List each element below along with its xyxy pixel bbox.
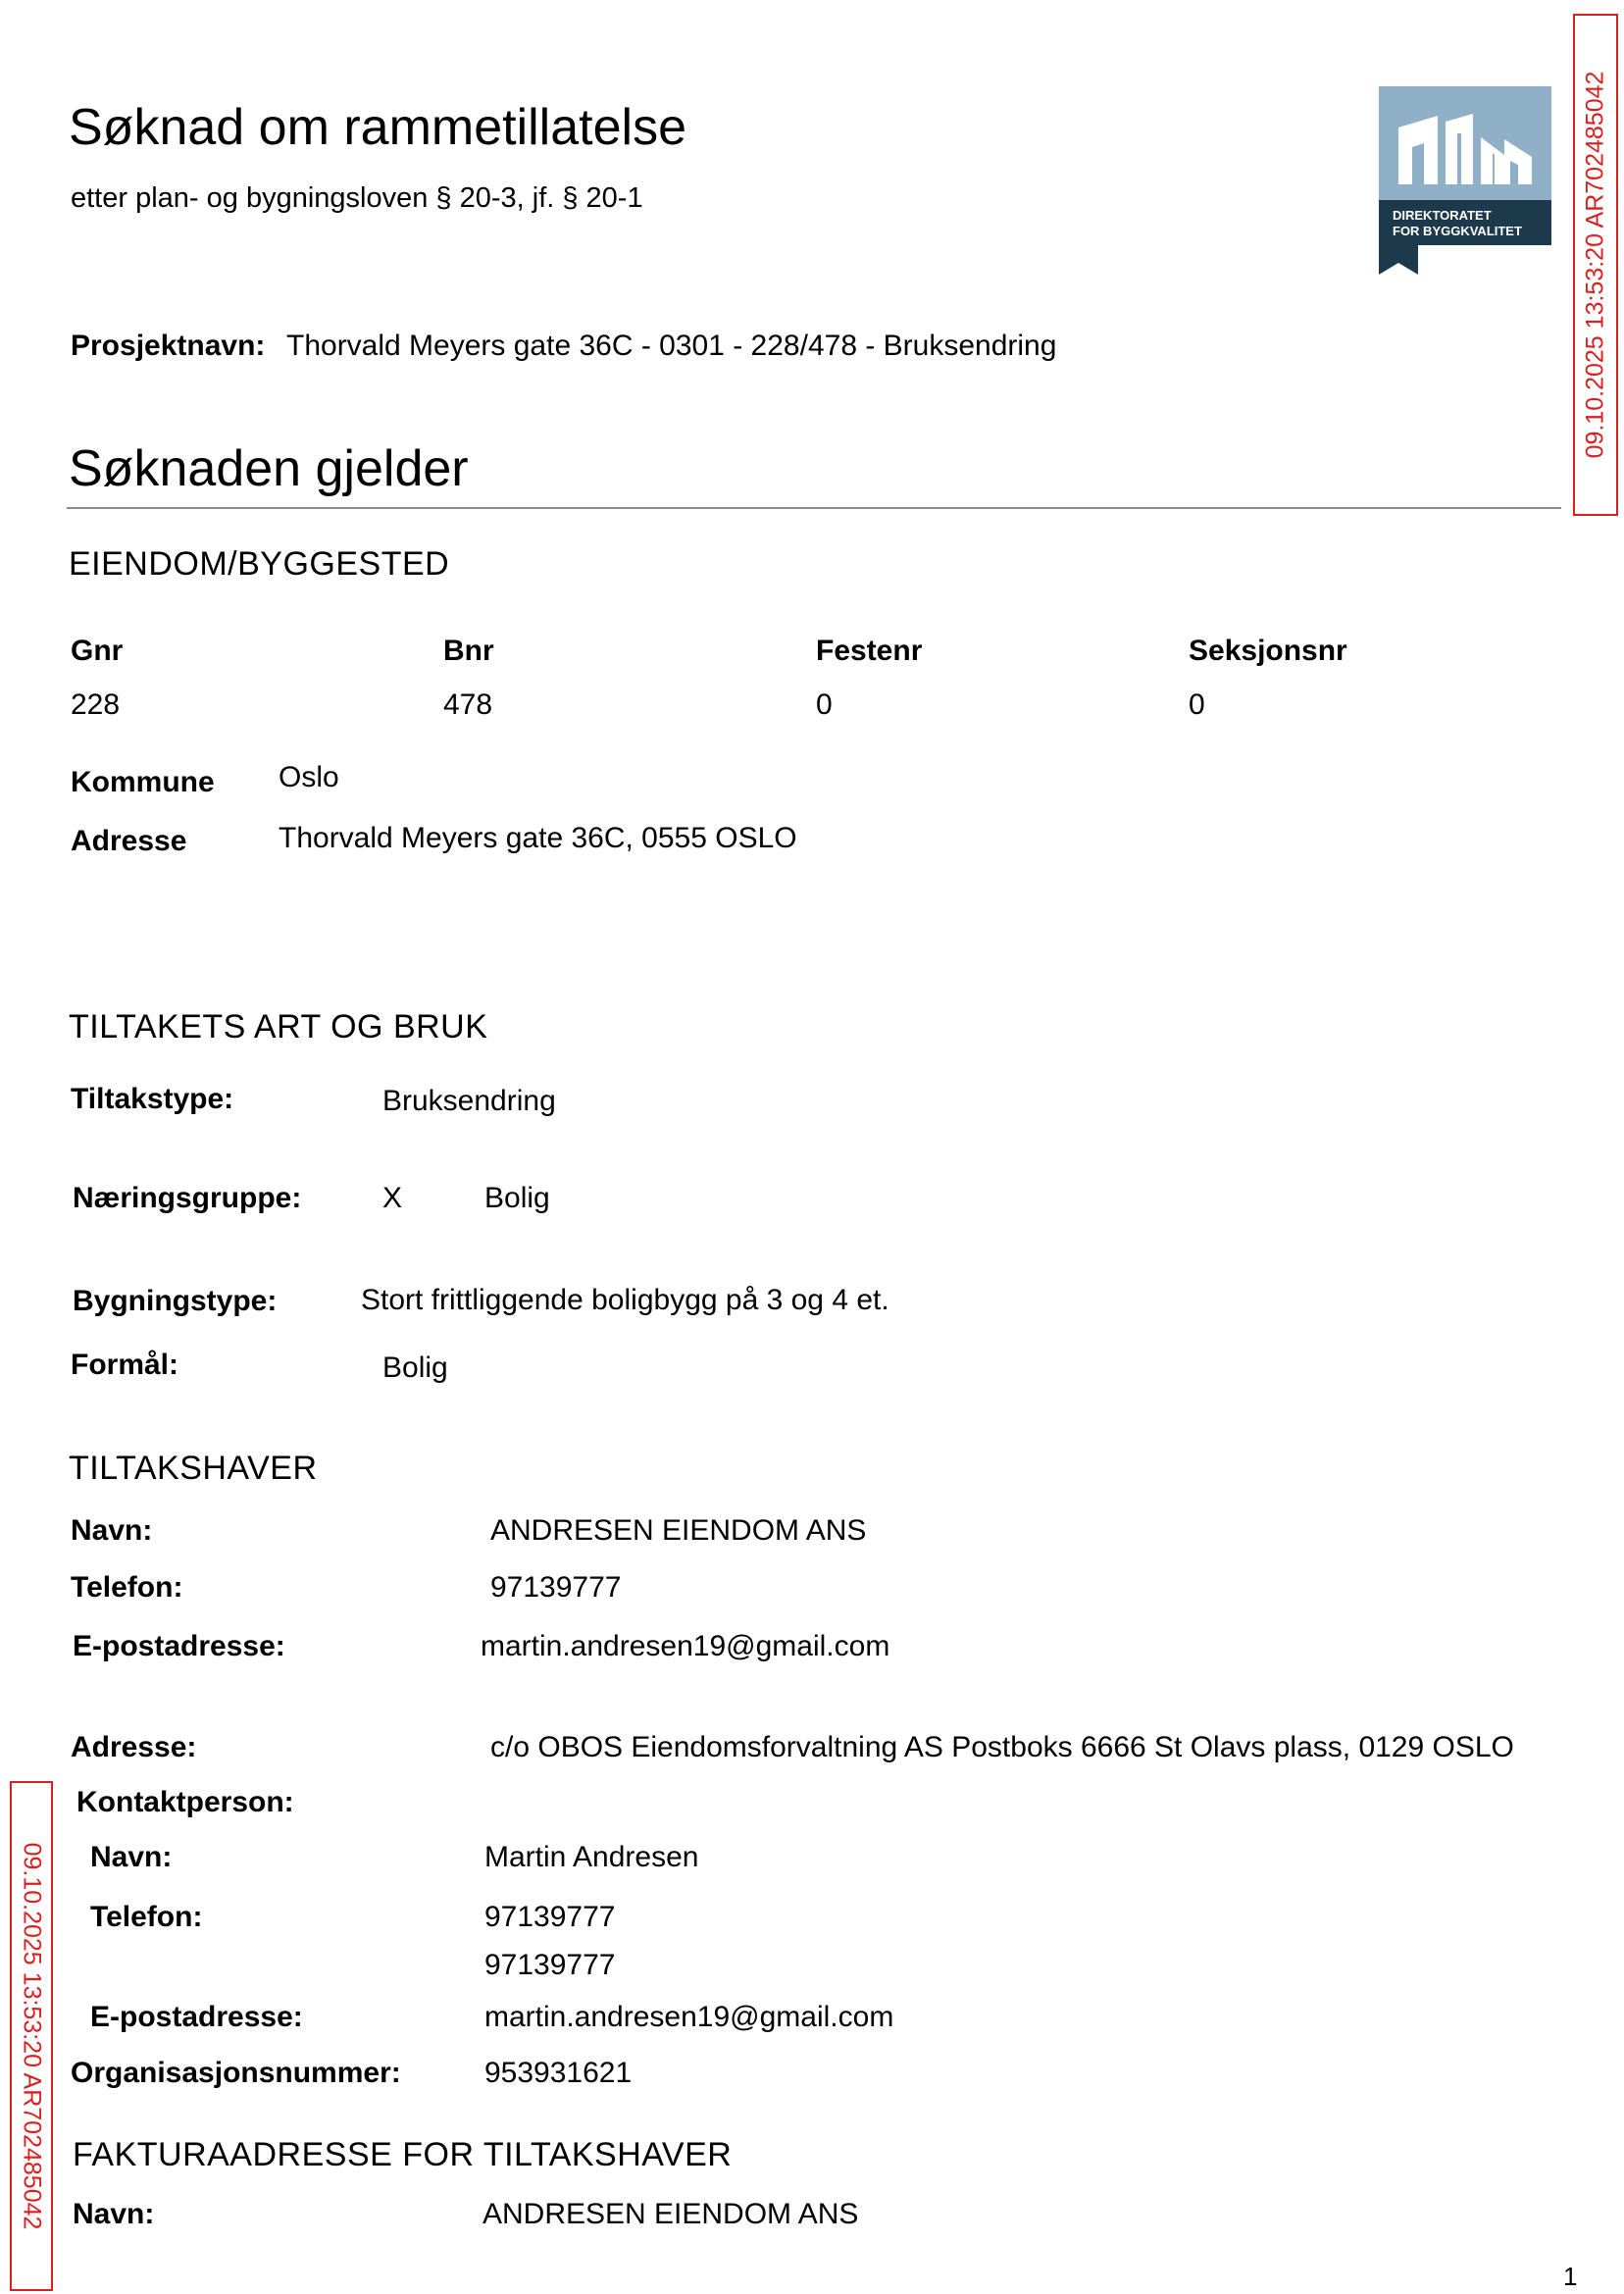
kommune-label: Kommune [71, 766, 215, 798]
tiltakshaver-epost-label: E-postadresse: [73, 1630, 285, 1662]
kontakt-navn-label: Navn: [90, 1841, 173, 1873]
kontakt-epost-label: E-postadresse: [90, 2001, 303, 2033]
page-title: Søknad om rammetillatelse [69, 99, 686, 156]
tiltak-heading: TILTAKETS ART OG BRUK [69, 1008, 488, 1045]
adresse-label: Adresse [71, 825, 187, 857]
section-divider [67, 507, 1561, 509]
kontakt-telefon-value-2: 97139777 [484, 1949, 616, 1981]
bygningstype-value: Stort frittliggende boligbygg på 3 og 4 et. [361, 1284, 889, 1316]
seksjonsnr-label: Seksjonsnr [1189, 635, 1347, 667]
tiltakshaver-navn-value: ANDRESEN EIENDOM ANS [490, 1514, 867, 1547]
bygningstype-label: Bygningstype: [73, 1285, 278, 1317]
bnr-value: 478 [443, 688, 493, 721]
gnr-value: 228 [71, 688, 121, 721]
tiltakstype-label: Tiltakstype: [71, 1083, 234, 1115]
faktura-navn-value: ANDRESEN EIENDOM ANS [482, 2198, 859, 2230]
orgnr-label: Organisasjonsnummer: [71, 2057, 401, 2089]
kontakt-telefon-label: Telefon: [90, 1901, 203, 1933]
tiltakshaver-telefon-value: 97139777 [490, 1571, 622, 1604]
tiltakshaver-epost-value: martin.andresen19@gmail.com [481, 1630, 890, 1662]
bnr-label: Bnr [443, 635, 494, 667]
stamp-text: 09.10.2025 13:53:20 AR702485042 [18, 1842, 46, 2230]
kontaktperson-label: Kontaktperson: [76, 1786, 294, 1818]
page-subtitle: etter plan- og bygningsloven § 20-3, jf. § 20-1 [71, 182, 643, 214]
tiltakshaver-adresse-label: Adresse: [71, 1731, 197, 1763]
project-label: Prosjektnavn: [71, 330, 266, 362]
orgnr-value: 953931621 [484, 2057, 633, 2089]
received-stamp-top [1573, 14, 1618, 516]
page-number: 1 [1563, 2262, 1578, 2291]
tiltakshaver-navn-label: Navn: [71, 1514, 153, 1547]
kontakt-navn-value: Martin Andresen [484, 1841, 699, 1873]
faktura-heading: FAKTURAADRESSE FOR TILTAKSHAVER [73, 2136, 733, 2173]
formal-value: Bolig [382, 1351, 448, 1384]
kontakt-epost-value: martin.andresen19@gmail.com [484, 2001, 894, 2033]
received-stamp-bottom [10, 1781, 53, 2291]
naeringsgruppe-label: Næringsgruppe: [73, 1182, 302, 1214]
tiltakstype-value: Bruksendring [382, 1085, 556, 1117]
tiltakshaver-heading: TILTAKSHAVER [69, 1450, 318, 1487]
logo-line1: DIREKTORATET [1393, 208, 1492, 223]
adresse-value: Thorvald Meyers gate 36C, 0555 OSLO [279, 822, 797, 854]
section-title: Søknaden gjelder [69, 440, 469, 497]
tiltakshaver-telefon-label: Telefon: [71, 1571, 183, 1604]
festenr-value: 0 [816, 688, 833, 721]
faktura-navn-label: Navn: [73, 2198, 155, 2230]
festenr-label: Festenr [816, 635, 923, 667]
naeringsgruppe-code: X [382, 1182, 403, 1214]
stamp-text: 09.10.2025 13:53:20 AR702485042 [1581, 71, 1609, 459]
building-logo-icon [1379, 86, 1551, 275]
naeringsgruppe-value: Bolig [484, 1182, 550, 1214]
seksjonsnr-value: 0 [1189, 688, 1205, 721]
formal-label: Formål: [71, 1349, 179, 1381]
dibk-logo [1379, 86, 1551, 275]
kommune-value: Oslo [279, 761, 339, 793]
tiltakshaver-adresse-value: c/o OBOS Eiendomsforvaltning AS Postboks 6666 St Olavs plass, 0129 OSLO [490, 1731, 1514, 1763]
project-value: Thorvald Meyers gate 36C - 0301 - 228/478 - Bruksendring [286, 330, 1057, 362]
gnr-label: Gnr [71, 635, 124, 667]
logo-line2: FOR BYGGKVALITET [1393, 224, 1522, 238]
kontakt-telefon-value: 97139777 [484, 1901, 616, 1933]
eiendom-heading: EIENDOM/BYGGESTED [69, 545, 450, 583]
